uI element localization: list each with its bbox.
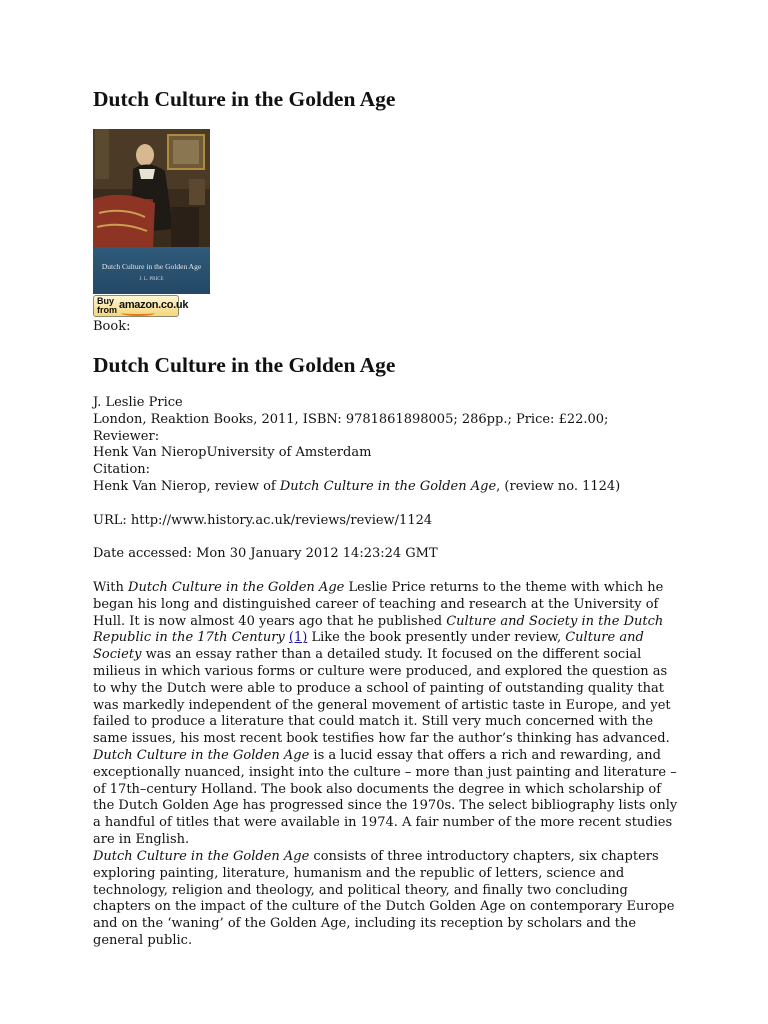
p1-italic-culture-society-full: Culture and Society in the Dutch Republic in the 17th Century — [93, 613, 664, 646]
buy-from-amazon-button[interactable] — [93, 295, 189, 317]
book-cover-image[interactable] — [93, 129, 210, 294]
p2-text-b: consists of three introductory chapters, six chapters exploring painting, literature, humanism and the republic of letters, science and technology, religion and theology, and political theory, and finally two concluding chapters on the impact of the culture of the Dutch Golden Age on contemporary Europe and on the ‘waning’ of the Golden Age, including its reception by scholars and the general public. — [93, 849, 675, 948]
url-line: URL: http://www.history.ac.uk/reviews/review/1124 — [93, 513, 433, 528]
book-label: Book: — [93, 319, 131, 334]
p2-italic-title: Dutch Culture in the Golden Age — [93, 849, 310, 864]
review-paragraph-2 — [93, 849, 683, 950]
publication-line: London, Reaktion Books, 2011, ISBN: 9781861898005; 286pp.; Price: £22.00; — [93, 411, 609, 427]
reviewer-line: Henk Van NieropUniversity of Amsterdam — [93, 445, 372, 461]
page-title: Dutch Culture in the Golden Age — [93, 87, 396, 111]
citation-suffix: , (review no. 1124) — [496, 478, 621, 494]
review-paragraph-1 — [93, 580, 683, 849]
citation-prefix: Henk Van Nierop, review of — [93, 478, 280, 494]
book-title-heading: Dutch Culture in the Golden Age — [93, 353, 396, 377]
citation-line — [93, 479, 683, 496]
p1-text-c: Leslie Price returns to the theme with which he began his long and distinguished career of teaching and research at the University of Hull. It is now almost 40 years ago that he published — [93, 580, 664, 629]
p1-text-a: With — [93, 580, 129, 595]
amazon-from-label: from — [97, 305, 117, 315]
p1-text-g: was an essay rather than a detailed study. It focused on the different social milieus in which various forms or culture were produced, and explored the question as to why the Dutch were able to produce a school of painting of outstanding quality that was markedly independent of the general movement of artistic taste in Europe, and yet failed to produce a literature that could match it. Still very much concerned with the same issues, his most recent book testifies how far the author’s thinking has advanced. — [93, 647, 671, 747]
p1-text-i: is a lucid essay that offers a rich and rewarding, and exceptionally nuanced, insight into the culture – more than just painting and literature – of 17th–century Holland. The book also documents the degree in which scholarship of the Dutch Golden Age has progressed since the 1970s. The select bibliography lists only a handful of titles that were available in 1974. A fair number of the more recent studies are in English. — [93, 747, 678, 847]
cover-author: J. L. PRICE — [139, 277, 164, 282]
footnote-link-1[interactable]: (1) — [288, 630, 308, 646]
p1-italic-title-2: Dutch Culture in the Golden Age — [93, 747, 310, 763]
citation-label: Citation: — [93, 462, 151, 478]
date-accessed-line: Date accessed: Mon 30 January 2012 14:23:24 GMT — [93, 546, 438, 561]
author-line: J. Leslie Price — [93, 395, 183, 410]
p1-italic-culture-society: Culture and Society — [93, 630, 644, 663]
cover-title: Dutch Culture in the Golden Age — [101, 262, 202, 271]
reviewer-label: Reviewer: — [93, 428, 160, 444]
amazon-buy-label: Buy — [97, 296, 115, 306]
p1-text-e: Like the book presently under review, — [307, 630, 566, 646]
p1-italic-title: Dutch Culture in the Golden Age — [128, 580, 345, 595]
amazon-smile-icon — [121, 310, 155, 316]
review-metadata — [93, 395, 683, 496]
amazon-logo: amazon.co.uk — [119, 299, 189, 311]
citation-title: Dutch Culture in the Golden Age — [279, 478, 497, 494]
